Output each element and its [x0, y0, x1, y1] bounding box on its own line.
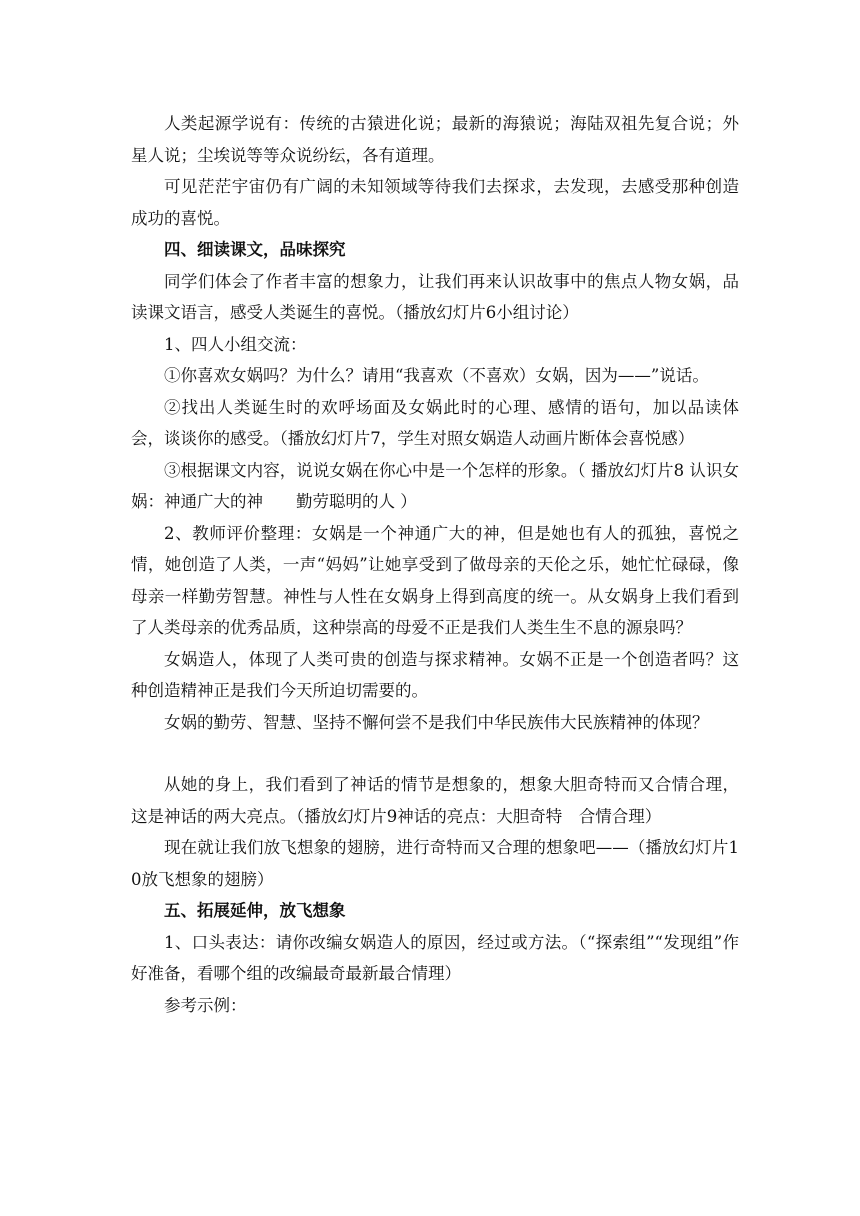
- paragraph-origin-theories: 人类起源学说有：传统的古猿进化说；最新的海猿说；海陆双祖先复合说；外星人说；尘埃说等等众说纷纭，各有道理。: [131, 114, 739, 165]
- paragraph-question-1: ①你喜欢女娲吗？为什么？请用“我喜欢（不喜欢）女娲，因为——”说话。: [164, 366, 709, 385]
- paragraph-group-discussion: 1、四人小组交流：: [164, 334, 307, 354]
- paragraph-creative-spirit: 女娲造人，体现了人类可贵的创造与探求精神。女娲不正是一个创造者吗？这种创造精神正是我们今天所迫切需要的。: [131, 649, 739, 700]
- paragraph-intro-nuwa: 同学们体会了作者丰富的想象力，让我们再来认识故事中的焦点人物女娲，品读课文语言，感受人类诞生的喜悦。（播放幻灯片6小组讨论）: [131, 271, 739, 322]
- paragraph-teacher-summary: 2、教师评价整理：女娲是一个神通广大的神，但是她也有人的孤独，喜悦之情，她创造了人类，一声“妈妈”让她享受到了做母亲的天伦之乐，她忙忙碌碌，像母亲一样勤劳智慧。神性与人性在女娲身上得到高度的统一。从女娲身上我们看到了人类母亲的优秀品质，这种崇高的母爱不正是我们人类生生不息的源泉吗？: [131, 523, 739, 637]
- paragraph-myth-highlights: 从她的身上，我们看到了神话的情节是想象的，想象大胆奇特而又合情合理，这是神话的两大亮点。（播放幻灯片9神话的亮点：大胆奇特 合情合理）: [131, 775, 739, 826]
- paragraph-oral-expression: 1、口头表达：请你改编女娲造人的原因，经过或方法。（“探索组”“发现组”作好准备，看哪个组的改编最奇最新最合情理）: [131, 932, 739, 983]
- document-body: [131, 108, 739, 1021]
- paragraph-question-2: ②找出人类诞生时的欢呼场面及女娲此时的心理、感情的语句，加以品读体会，谈谈你的感受。（播放幻灯片7，学生对照女娲造人动画片断体会喜悦感）: [131, 397, 739, 448]
- section-heading-5: 五、拓展延伸，放飞想象: [164, 901, 346, 920]
- paragraph-reference-example: 参考示例：: [164, 995, 247, 1015]
- paragraph-imagination: 现在就让我们放飞想象的翅膀，进行奇特而又合理的想象吧——（播放幻灯片10放飞想象的翅膀）: [131, 838, 739, 889]
- paragraph-universe: 可见茫茫宇宙仍有广阔的未知领域等待我们去探求，去发现，去感受那种创造成功的喜悦。: [131, 177, 739, 228]
- section-heading-4: 四、细读课文，品味探究: [164, 240, 346, 259]
- blank-line: [131, 738, 739, 769]
- paragraph-national-spirit: 女娲的勤劳、智慧、坚持不懈何尝不是我们中华民族伟大民族精神的体现？: [164, 712, 709, 732]
- paragraph-question-3: ③根据课文内容，说说女娲在你心中是一个怎样的形象。（ 播放幻灯片8 认识女娲：神通广大的神 勤劳聪明的人 ）: [131, 460, 739, 511]
